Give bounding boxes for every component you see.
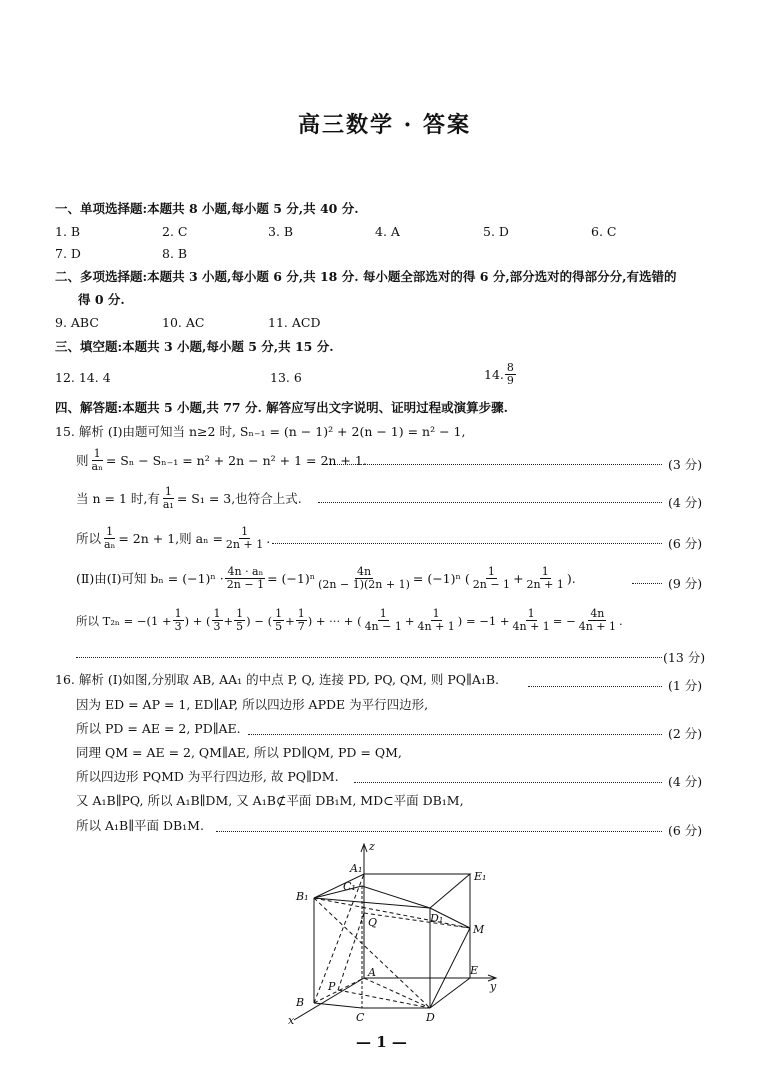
q16-line-1: 16. 解析 (Ⅰ)如图,分别取 AB, AA₁ 的中点 P, Q, 连接 PD, PQ, QM, 则 PQ∥A₁B. xyxy=(55,672,500,687)
figure-label-c1: C₁ xyxy=(343,880,356,893)
text-segment: 则 xyxy=(76,452,89,468)
fraction-denominator: aₙ xyxy=(104,538,116,551)
fraction xyxy=(416,608,457,633)
q15-line-4 xyxy=(76,526,270,551)
figure-label-x: x xyxy=(288,1014,295,1027)
fraction xyxy=(273,608,284,633)
fraction-numerator: 1 xyxy=(93,447,101,460)
text-segment: = Sₙ − Sₙ₋₁ = n² + 2n − n² + 1 = 2n + 1. xyxy=(105,452,367,468)
answer-13: 13. 6 xyxy=(270,370,302,385)
figure-label-b: B xyxy=(296,996,305,1009)
figure-label-y: y xyxy=(490,980,497,993)
q16-line-5: 所以四边形 PQMD 为平行四边形, 故 PQ∥DM. xyxy=(76,769,339,784)
leader-dots xyxy=(326,464,662,465)
section-1-heading: 一、单项选择题:本题共 8 小题,每小题 5 分,共 40 分. xyxy=(55,201,359,216)
fraction-numerator: 1 xyxy=(241,525,249,538)
fraction-denominator: a₁ xyxy=(162,498,174,511)
fraction-numerator: 1 xyxy=(213,607,221,620)
top-face-edge-b1d1 xyxy=(314,898,430,908)
fraction-numerator: 8 xyxy=(506,361,514,374)
fraction-denominator: 4n + 1 xyxy=(578,620,617,633)
answer-14-label: 14. xyxy=(484,366,504,382)
fraction-denominator: 9 xyxy=(506,374,514,387)
line-dm xyxy=(430,928,470,1008)
leader-dots xyxy=(354,782,662,783)
text-segment: ) + ··· + ( xyxy=(307,613,362,628)
figure-label-e: E xyxy=(470,964,479,977)
q16-score-4: (4 分) xyxy=(668,774,703,789)
fraction xyxy=(173,608,184,633)
text-segment: = (−1)ⁿ xyxy=(267,570,316,586)
fraction xyxy=(525,566,566,591)
figure-label-q: Q xyxy=(368,916,378,929)
fraction xyxy=(225,566,266,591)
page-title: 高三数学 · 答案 xyxy=(298,112,471,138)
answer-8: 8. B xyxy=(162,246,188,261)
text-segment: . xyxy=(266,530,271,546)
figure-label-z: z xyxy=(369,840,375,853)
fraction xyxy=(234,608,245,633)
line-b1m xyxy=(314,898,470,928)
fraction-numerator: 1 xyxy=(174,607,182,620)
answer-7: 7. D xyxy=(55,246,81,261)
leader-dots xyxy=(248,734,662,735)
q16-score-1: (1 分) xyxy=(668,678,703,693)
figure-label-b1: B₁ xyxy=(296,890,309,903)
figure-label-a: A xyxy=(368,966,376,979)
text-segment: ) + ( xyxy=(184,613,211,628)
answer-12: 12. 14. 4 xyxy=(55,370,111,385)
text-segment: 所以 xyxy=(76,530,102,546)
q15-line-1: 15. 解析 (Ⅰ)由题可知当 n≥2 时, Sₙ₋₁ = (n − 1)² + 2(n − 1) = n² − 1, xyxy=(55,424,466,439)
text-segment: = − xyxy=(552,613,576,628)
line-pd xyxy=(338,990,430,1008)
fraction-denominator: 5 xyxy=(275,620,283,633)
q15-line-3 xyxy=(76,486,302,511)
fraction-numerator: 1 xyxy=(379,607,387,620)
answer-1: 1. B xyxy=(55,224,81,239)
text-segment: (Ⅱ)由(Ⅰ)可知 bₙ = (−1)ⁿ · xyxy=(76,570,224,586)
text-segment: ) − ( xyxy=(246,613,273,628)
fraction xyxy=(316,566,412,591)
text-segment: + xyxy=(285,613,295,628)
text-segment: ) = −1 + xyxy=(457,613,510,628)
edge-bc xyxy=(314,1003,362,1008)
line-ad xyxy=(364,978,430,1008)
q16-line-7: 所以 A₁B∥平面 DB₁M. xyxy=(76,818,204,833)
text-segment: . xyxy=(619,613,623,628)
text-segment: = (−1)ⁿ ( xyxy=(412,570,470,586)
fraction-denominator: (2n − 1)(2n + 1) xyxy=(318,578,410,591)
fraction xyxy=(161,486,176,511)
fraction-denominator: 4n + 1 xyxy=(417,620,455,633)
answer-11: 11. ACD xyxy=(268,315,321,330)
fraction-denominator: 2n + 1 xyxy=(225,538,264,551)
section-2-heading: 二、多项选择题:本题共 3 小题,每小题 6 分,共 18 分. 每小题全部选对的得 6 分,部分选对的得部分分,有选错的 xyxy=(55,269,677,284)
q15-line-6 xyxy=(76,608,623,633)
fraction xyxy=(296,608,307,633)
q16-score-2: (2 分) xyxy=(668,726,703,741)
figure-label-d1: D₁ xyxy=(430,912,444,925)
fraction-denominator: aₙ xyxy=(91,460,103,473)
fraction-numerator: 1 xyxy=(236,607,244,620)
answer-6: 6. C xyxy=(591,224,617,239)
answer-14-fraction xyxy=(505,362,516,387)
q15-line-2 xyxy=(76,448,367,473)
q16-line-4: 同理 QM = AE = 2, QM∥AE, 所以 PD∥QM, PD = QM, xyxy=(76,745,402,760)
text-segment: 当 n = 1 时,有 xyxy=(76,490,160,506)
fraction-numerator: 4n xyxy=(590,607,605,620)
fraction xyxy=(471,566,512,591)
fraction xyxy=(510,608,551,633)
leader-dots xyxy=(632,583,662,584)
section-3-heading: 三、填空题:本题共 3 小题,每小题 5 分,共 15 分. xyxy=(55,339,334,354)
leader-dots xyxy=(272,543,662,544)
q15-line-5 xyxy=(76,566,576,591)
text-segment: 所以 T₂ₙ = −(1 + xyxy=(76,613,172,628)
leader-dots xyxy=(76,657,662,658)
q16-line-2: 因为 ED = AP = 1, ED∥AP, 所以四边形 APDE 为平行四边形, xyxy=(76,697,429,712)
fraction xyxy=(224,526,265,551)
text-segment: + xyxy=(404,613,415,628)
answer-2: 2. C xyxy=(162,224,188,239)
answer-3: 3. B xyxy=(268,224,294,239)
fraction-numerator: 1 xyxy=(275,607,283,620)
fraction-denominator: 4n − 1 xyxy=(364,620,402,633)
q16-line-6: 又 A₁B∥PQ, 所以 A₁B∥DM, 又 A₁B⊄平面 DB₁M, MD⊂平面 DB₁M, xyxy=(76,793,464,808)
fraction-denominator: 2n − 1 xyxy=(226,578,265,591)
fraction xyxy=(90,448,105,473)
section-2-heading-cont: 得 0 分. xyxy=(78,292,125,307)
geometry-figure xyxy=(280,838,510,1028)
fraction xyxy=(102,526,117,551)
answer-10: 10. AC xyxy=(162,315,205,330)
fraction xyxy=(577,608,618,633)
fraction-numerator: 1 xyxy=(541,565,549,578)
figure-label-c: C xyxy=(356,1011,365,1024)
fraction-denominator: 3 xyxy=(174,620,182,633)
answer-5: 5. D xyxy=(483,224,509,239)
text-segment: = 2n + 1,则 aₙ = xyxy=(118,530,223,546)
fraction-numerator: 1 xyxy=(106,525,114,538)
fraction-denominator: 2n + 1 xyxy=(526,578,564,591)
text-segment: + xyxy=(513,570,524,586)
fraction-denominator: 2n − 1 xyxy=(472,578,511,591)
edge-de xyxy=(430,978,470,1008)
text-segment: + xyxy=(223,613,234,628)
figure-label-p: P xyxy=(328,980,336,993)
q16-score-6: (6 分) xyxy=(668,823,703,838)
fraction-denominator: 3 xyxy=(213,620,221,633)
q15-score-4: (4 分) xyxy=(668,495,703,510)
fraction-numerator: 1 xyxy=(432,607,440,620)
section-4-heading: 四、解答题:本题共 5 小题,共 77 分. 解答应写出文字说明、证明过程或演算步骤. xyxy=(55,400,509,415)
answer-4: 4. A xyxy=(375,224,400,239)
leader-dots xyxy=(318,502,662,503)
fraction-denominator: 7 xyxy=(297,620,305,633)
answer-14 xyxy=(484,362,517,387)
fraction xyxy=(363,608,404,633)
fraction-numerator: 1 xyxy=(487,565,495,578)
fraction-numerator: 1 xyxy=(527,607,535,620)
fraction-numerator: 1 xyxy=(297,607,305,620)
leader-dots xyxy=(528,686,662,687)
fraction-denominator: 4n + 1 xyxy=(512,620,550,633)
fraction-numerator: 4n · aₙ xyxy=(227,565,264,578)
figure-label-e1: E₁ xyxy=(474,870,487,883)
fraction-denominator: 5 xyxy=(236,620,244,633)
q15-score-9: (9 分) xyxy=(668,576,703,591)
q15-score-13: (13 分) xyxy=(663,650,706,665)
fraction-numerator: 1 xyxy=(164,485,172,498)
text-segment: ). xyxy=(566,570,576,586)
q16-line-3: 所以 PD = AE = 2, PD∥AE. xyxy=(76,721,241,736)
answer-9: 9. ABC xyxy=(55,315,99,330)
fraction-numerator: 4n xyxy=(356,565,372,578)
q15-score-6: (6 分) xyxy=(668,536,703,551)
q15-score-3: (3 分) xyxy=(668,457,703,472)
leader-dots xyxy=(216,831,662,832)
figure-label-d: D xyxy=(426,1011,435,1024)
figure-label-m: M xyxy=(473,923,485,936)
figure-label-a1: A₁ xyxy=(350,862,363,875)
text-segment: = S₁ = 3,也符合上式. xyxy=(176,490,302,506)
page-number: — 1 — xyxy=(356,1033,407,1051)
fraction xyxy=(212,608,223,633)
